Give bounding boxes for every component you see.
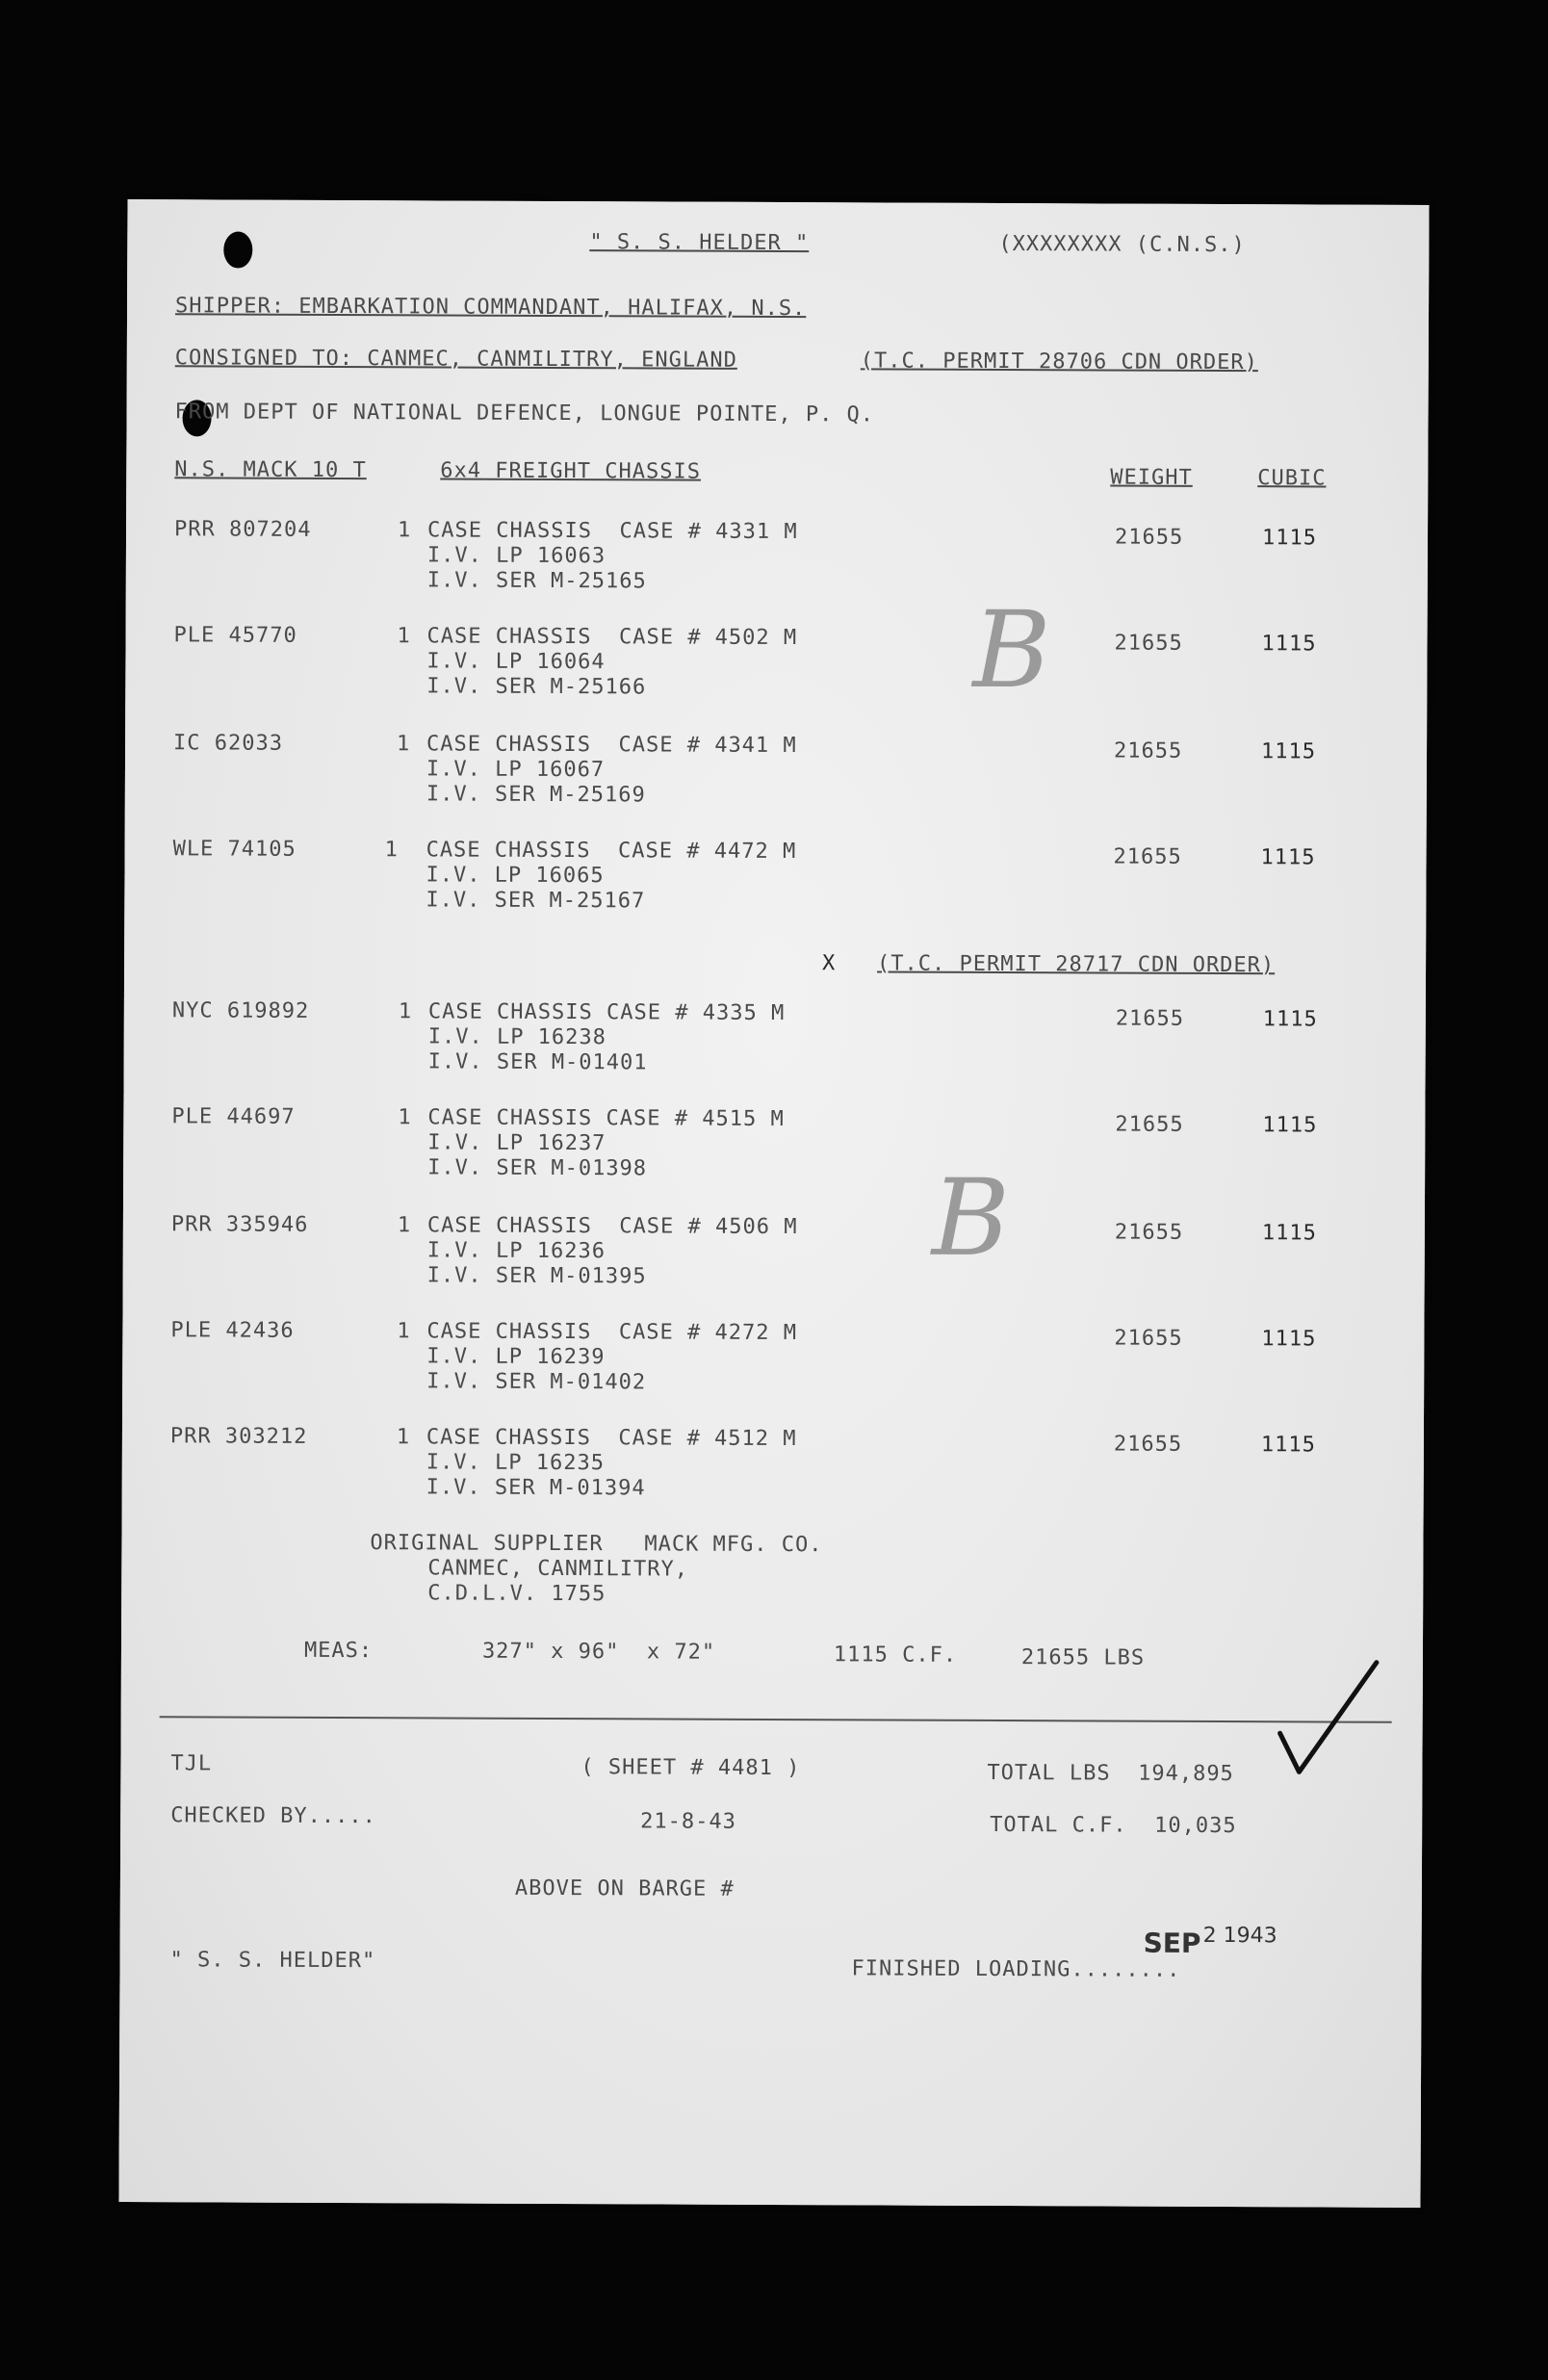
weight-value: 21655 <box>1113 1432 1183 1457</box>
weight-value: 21655 <box>1115 1112 1184 1137</box>
car-number: PLE 45770 <box>173 623 297 648</box>
lp-line: I.V. LP 16236 <box>426 1238 606 1264</box>
car-number: WLE 74105 <box>172 837 297 862</box>
quantity: 1 <box>397 732 411 757</box>
ser-line: I.V. SER M-01402 <box>426 1369 647 1395</box>
manifest-page <box>118 199 1429 2208</box>
lp-line: I.V. LP 16235 <box>426 1450 606 1476</box>
ship-footer: " S. S. HELDER" <box>169 1948 376 1974</box>
handwritten-initial: B <box>972 587 1051 712</box>
weight-value: 21655 <box>1115 1006 1185 1031</box>
lp-line: I.V. LP 16239 <box>426 1344 606 1370</box>
weight-value: 21655 <box>1114 1326 1183 1351</box>
weight-value: 21655 <box>1114 1220 1184 1245</box>
quantity: 1 <box>398 1105 412 1130</box>
ser-line: I.V. SER M-01398 <box>427 1155 648 1181</box>
cubic-value: 1115 <box>1261 632 1317 657</box>
ser-line: I.V. SER M-25166 <box>426 674 647 700</box>
punch-hole <box>223 231 252 268</box>
case-line: CASE CHASSIS CASE # 4335 M <box>427 999 786 1026</box>
weight-value: 21655 <box>1113 844 1182 869</box>
finished-loading: FINISHED LOADING........ <box>851 1956 1181 1982</box>
from-line: FROM DEPT OF NATIONAL DEFENCE, LONGUE POINTE, P. Q. <box>174 400 875 427</box>
quantity: 1 <box>397 624 411 649</box>
date-stamp-day-year: 2 1943 <box>1202 1923 1277 1949</box>
weight-value: 21655 <box>1114 631 1183 656</box>
cubic-value: 1115 <box>1260 1433 1316 1458</box>
cubic-value: 1115 <box>1261 526 1318 551</box>
shipper-line: SHIPPER: EMBARKATION COMMANDANT, HALIFAX, N.S. <box>175 294 807 322</box>
car-number: PRR 335946 <box>170 1212 309 1237</box>
ser-line: I.V. SER M-25169 <box>426 782 646 808</box>
cubic-heading: CUBIC <box>1257 466 1327 491</box>
ser-line: I.V. SER M-25167 <box>426 888 646 914</box>
case-line: CASE CHASSIS CASE # 4502 M <box>426 624 798 651</box>
cubic-value: 1115 <box>1260 739 1317 764</box>
lp-line: I.V. LP 16067 <box>426 757 606 783</box>
barge-line: ABOVE ON BARGE # <box>514 1876 735 1901</box>
cdlv-line: C.D.L.V. 1755 <box>427 1581 606 1607</box>
quantity: 1 <box>396 1425 411 1450</box>
meas-label: MEAS: <box>303 1638 374 1664</box>
item-heading: N.S. MACK 10 T <box>174 457 367 483</box>
car-number: NYC 619892 <box>171 998 310 1023</box>
cubic-value: 1115 <box>1262 1113 1318 1138</box>
car-number: PLE 42436 <box>170 1318 295 1343</box>
lp-line: I.V. LP 16237 <box>427 1130 606 1156</box>
ser-line: I.V. SER M-25165 <box>426 568 647 594</box>
date-stamp-month: SEP <box>1143 1927 1201 1959</box>
case-line: CASE CHASSIS CASE # 4515 M <box>427 1105 785 1132</box>
description-heading: 6x4 FREIGHT CHASSIS <box>440 458 702 484</box>
lp-line: I.V. LP 16063 <box>426 543 606 569</box>
quantity: 1 <box>397 518 412 543</box>
permit-line: (T.C. PERMIT 28706 CDN ORDER) <box>860 349 1258 375</box>
ship-code: (XXXXXXXX (C.N.S.) <box>998 232 1246 258</box>
manifest-date: 21-8-43 <box>640 1809 736 1834</box>
car-number: PRR 807204 <box>173 517 312 542</box>
divider-rule <box>160 1716 1392 1723</box>
car-number: IC 62033 <box>173 731 284 756</box>
weight-value: 21655 <box>1113 738 1183 763</box>
total-pounds: TOTAL LBS 194,895 <box>987 1760 1234 1787</box>
weight-value: 21655 <box>1114 525 1184 550</box>
ser-line: I.V. SER M-01395 <box>426 1263 647 1289</box>
quantity: 1 <box>397 1319 411 1344</box>
case-line: CASE CHASSIS CASE # 4472 M <box>426 838 797 865</box>
case-line: CASE CHASSIS CASE # 4506 M <box>426 1213 798 1240</box>
cubic-value: 1115 <box>1261 1221 1317 1246</box>
sheet-number: ( SHEET # 4481 ) <box>580 1755 801 1781</box>
permit-line-2: (T.C. PERMIT 28717 CDN ORDER) <box>877 951 1276 978</box>
handwritten-initial: B <box>931 1155 1011 1281</box>
checked-by: CHECKED BY..... <box>170 1803 376 1829</box>
quantity: 1 <box>397 1213 412 1238</box>
permit-mark: X <box>822 951 837 976</box>
weight-heading: WEIGHT <box>1110 465 1193 490</box>
cubic-value: 1115 <box>1260 845 1316 870</box>
meas-cubic-feet: 1115 C.F. <box>833 1643 958 1668</box>
ser-line: I.V. SER M-01394 <box>426 1475 646 1501</box>
ser-line: I.V. SER M-01401 <box>427 1049 648 1075</box>
lp-line: I.V. LP 16065 <box>426 863 605 889</box>
cubic-value: 1115 <box>1261 1327 1317 1352</box>
cubic-value: 1115 <box>1262 1007 1318 1032</box>
total-cubic-feet: TOTAL C.F. 10,035 <box>990 1812 1237 1839</box>
car-number: PRR 303212 <box>169 1424 308 1449</box>
case-line: CASE CHASSIS CASE # 4512 M <box>426 1425 797 1452</box>
lp-line: I.V. LP 16064 <box>426 649 606 675</box>
ship-name: " S. S. HELDER " <box>589 230 810 256</box>
supplier-line: ORIGINAL SUPPLIER MACK MFG. CO. <box>370 1531 823 1558</box>
meas-pounds: 21655 LBS <box>1020 1645 1146 1670</box>
case-line: CASE CHASSIS CASE # 4341 M <box>426 732 797 759</box>
typist-initials: TJL <box>170 1751 213 1776</box>
quantity: 1 <box>384 838 399 863</box>
check-mark-icon <box>1276 1658 1382 1783</box>
meas-dimensions: 327" x 96" x 72" <box>481 1639 716 1665</box>
car-number: PLE 44697 <box>171 1104 296 1129</box>
case-line: CASE CHASSIS CASE # 4272 M <box>426 1319 798 1346</box>
lp-line: I.V. LP 16238 <box>427 1024 606 1050</box>
quantity: 1 <box>398 999 413 1024</box>
case-line: CASE CHASSIS CASE # 4331 M <box>426 518 798 545</box>
consigned-line: CONSIGNED TO: CANMEC, CANMILITRY, ENGLAND <box>174 346 737 373</box>
consignee-line: CANMEC, CANMILITRY, <box>427 1556 689 1582</box>
